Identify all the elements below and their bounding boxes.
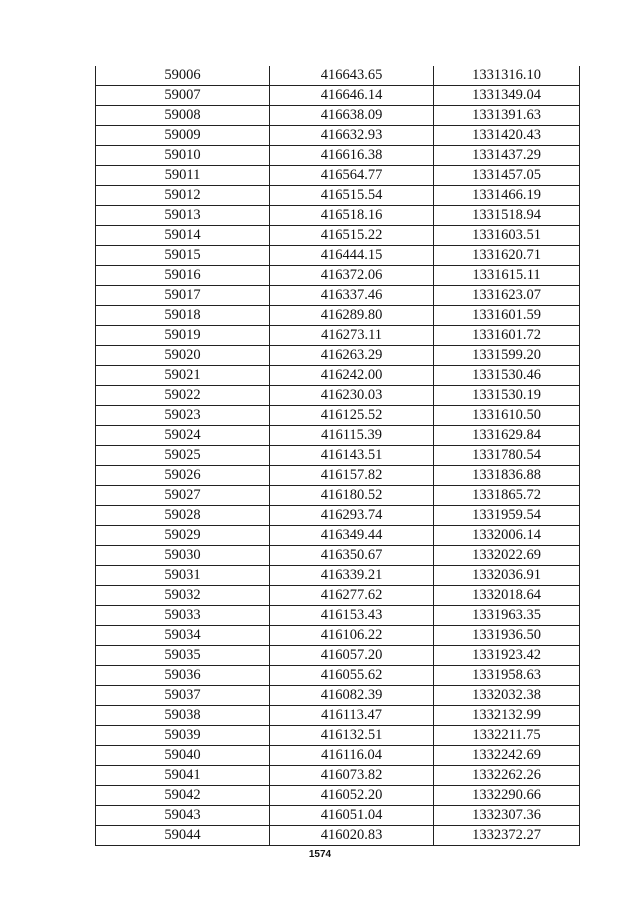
coordinate-y-cell: 1331530.19 bbox=[434, 386, 580, 406]
coordinate-y-cell: 1331629.84 bbox=[434, 426, 580, 446]
coordinate-y-cell: 1332032.38 bbox=[434, 686, 580, 706]
coordinate-x-cell: 416153.43 bbox=[270, 606, 434, 626]
coordinate-y-cell: 1331615.11 bbox=[434, 266, 580, 286]
table-row bbox=[96, 806, 580, 826]
coordinate-y-cell: 1332290.66 bbox=[434, 786, 580, 806]
coordinate-x-cell: 416273.11 bbox=[270, 326, 434, 346]
coordinate-x-cell: 416444.15 bbox=[270, 246, 434, 266]
coordinate-x-cell: 416113.47 bbox=[270, 706, 434, 726]
coordinate-x-cell: 416116.04 bbox=[270, 746, 434, 766]
coordinate-x-cell: 416277.62 bbox=[270, 586, 434, 606]
coordinate-y-cell: 1332372.27 bbox=[434, 826, 580, 846]
coordinate-y-cell: 1332307.36 bbox=[434, 806, 580, 826]
point-id-cell: 59031 bbox=[96, 566, 270, 586]
point-id-cell: 59022 bbox=[96, 386, 270, 406]
table-row bbox=[96, 266, 580, 286]
table-row bbox=[96, 706, 580, 726]
table-row bbox=[96, 546, 580, 566]
coordinate-x-cell: 416638.09 bbox=[270, 106, 434, 126]
table-row bbox=[96, 206, 580, 226]
coordinate-y-cell: 1331601.72 bbox=[434, 326, 580, 346]
point-id-cell: 59021 bbox=[96, 366, 270, 386]
coordinate-y-cell: 1331923.42 bbox=[434, 646, 580, 666]
coordinate-y-cell: 1332036.91 bbox=[434, 566, 580, 586]
point-id-cell: 59023 bbox=[96, 406, 270, 426]
coordinate-y-cell: 1331599.20 bbox=[434, 346, 580, 366]
coordinate-y-cell: 1331958.63 bbox=[434, 666, 580, 686]
point-id-cell: 59037 bbox=[96, 686, 270, 706]
table-row bbox=[96, 306, 580, 326]
point-id-cell: 59010 bbox=[96, 146, 270, 166]
coordinate-y-cell: 1331780.54 bbox=[434, 446, 580, 466]
table-row bbox=[96, 746, 580, 766]
point-id-cell: 59018 bbox=[96, 306, 270, 326]
coordinate-y-cell: 1331610.50 bbox=[434, 406, 580, 426]
point-id-cell: 59036 bbox=[96, 666, 270, 686]
coordinate-x-cell: 416242.00 bbox=[270, 366, 434, 386]
coordinate-table bbox=[95, 66, 580, 846]
coordinate-x-cell: 416143.51 bbox=[270, 446, 434, 466]
point-id-cell: 59024 bbox=[96, 426, 270, 446]
table-row bbox=[96, 406, 580, 426]
table-row bbox=[96, 186, 580, 206]
point-id-cell: 59026 bbox=[96, 466, 270, 486]
point-id-cell: 59007 bbox=[96, 86, 270, 106]
coordinate-x-cell: 416073.82 bbox=[270, 766, 434, 786]
coordinate-x-cell: 416643.65 bbox=[270, 66, 434, 86]
table-row bbox=[96, 326, 580, 346]
coordinate-x-cell: 416057.20 bbox=[270, 646, 434, 666]
point-id-cell: 59009 bbox=[96, 126, 270, 146]
coordinate-y-cell: 1331623.07 bbox=[434, 286, 580, 306]
table-row bbox=[96, 86, 580, 106]
coordinate-y-cell: 1332132.99 bbox=[434, 706, 580, 726]
table-row bbox=[96, 726, 580, 746]
table-row bbox=[96, 506, 580, 526]
coordinate-y-cell: 1331620.71 bbox=[434, 246, 580, 266]
table-row bbox=[96, 586, 580, 606]
coordinate-x-cell: 416106.22 bbox=[270, 626, 434, 646]
coordinate-x-cell: 416020.83 bbox=[270, 826, 434, 846]
point-id-cell: 59025 bbox=[96, 446, 270, 466]
coordinate-y-cell: 1332006.14 bbox=[434, 526, 580, 546]
table-row bbox=[96, 226, 580, 246]
point-id-cell: 59014 bbox=[96, 226, 270, 246]
coordinate-y-cell: 1332018.64 bbox=[434, 586, 580, 606]
table-row bbox=[96, 766, 580, 786]
coordinate-x-cell: 416339.21 bbox=[270, 566, 434, 586]
table-row bbox=[96, 566, 580, 586]
table-row bbox=[96, 66, 580, 86]
point-id-cell: 59013 bbox=[96, 206, 270, 226]
table-row bbox=[96, 646, 580, 666]
point-id-cell: 59017 bbox=[96, 286, 270, 306]
point-id-cell: 59030 bbox=[96, 546, 270, 566]
point-id-cell: 59038 bbox=[96, 706, 270, 726]
table-row bbox=[96, 606, 580, 626]
point-id-cell: 59008 bbox=[96, 106, 270, 126]
table-row bbox=[96, 106, 580, 126]
point-id-cell: 59035 bbox=[96, 646, 270, 666]
coordinate-x-cell: 416350.67 bbox=[270, 546, 434, 566]
coordinate-x-cell: 416515.54 bbox=[270, 186, 434, 206]
coordinate-table-container bbox=[95, 66, 579, 846]
coordinate-y-cell: 1331420.43 bbox=[434, 126, 580, 146]
coordinate-y-cell: 1331836.88 bbox=[434, 466, 580, 486]
point-id-cell: 59019 bbox=[96, 326, 270, 346]
coordinate-x-cell: 416115.39 bbox=[270, 426, 434, 446]
table-row bbox=[96, 366, 580, 386]
coordinate-x-cell: 416125.52 bbox=[270, 406, 434, 426]
coordinate-x-cell: 416372.06 bbox=[270, 266, 434, 286]
coordinate-y-cell: 1331936.50 bbox=[434, 626, 580, 646]
coordinate-x-cell: 416082.39 bbox=[270, 686, 434, 706]
coordinate-y-cell: 1332242.69 bbox=[434, 746, 580, 766]
coordinate-y-cell: 1331518.94 bbox=[434, 206, 580, 226]
coordinate-x-cell: 416515.22 bbox=[270, 226, 434, 246]
coordinate-y-cell: 1331466.19 bbox=[434, 186, 580, 206]
table-row bbox=[96, 166, 580, 186]
table-row bbox=[96, 246, 580, 266]
coordinate-y-cell: 1331603.51 bbox=[434, 226, 580, 246]
coordinate-y-cell: 1331316.10 bbox=[434, 66, 580, 86]
table-row bbox=[96, 386, 580, 406]
coordinate-x-cell: 416289.80 bbox=[270, 306, 434, 326]
point-id-cell: 59028 bbox=[96, 506, 270, 526]
point-id-cell: 59044 bbox=[96, 826, 270, 846]
point-id-cell: 59020 bbox=[96, 346, 270, 366]
coordinate-x-cell: 416646.14 bbox=[270, 86, 434, 106]
coordinate-x-cell: 416263.29 bbox=[270, 346, 434, 366]
point-id-cell: 59006 bbox=[96, 66, 270, 86]
coordinate-x-cell: 416337.46 bbox=[270, 286, 434, 306]
coordinate-x-cell: 416051.04 bbox=[270, 806, 434, 826]
table-row bbox=[96, 786, 580, 806]
point-id-cell: 59012 bbox=[96, 186, 270, 206]
coordinate-y-cell: 1331530.46 bbox=[434, 366, 580, 386]
coordinate-x-cell: 416632.93 bbox=[270, 126, 434, 146]
point-id-cell: 59040 bbox=[96, 746, 270, 766]
table-row bbox=[96, 486, 580, 506]
table-row bbox=[96, 426, 580, 446]
table-row bbox=[96, 826, 580, 846]
table-row bbox=[96, 626, 580, 646]
coordinate-y-cell: 1332262.26 bbox=[434, 766, 580, 786]
coordinate-x-cell: 416518.16 bbox=[270, 206, 434, 226]
point-id-cell: 59029 bbox=[96, 526, 270, 546]
point-id-cell: 59027 bbox=[96, 486, 270, 506]
table-row bbox=[96, 146, 580, 166]
coordinate-x-cell: 416055.62 bbox=[270, 666, 434, 686]
point-id-cell: 59041 bbox=[96, 766, 270, 786]
coordinate-x-cell: 416616.38 bbox=[270, 146, 434, 166]
point-id-cell: 59042 bbox=[96, 786, 270, 806]
coordinate-y-cell: 1331959.54 bbox=[434, 506, 580, 526]
table-row bbox=[96, 446, 580, 466]
coordinate-x-cell: 416132.51 bbox=[270, 726, 434, 746]
coordinate-y-cell: 1332211.75 bbox=[434, 726, 580, 746]
point-id-cell: 59033 bbox=[96, 606, 270, 626]
point-id-cell: 59032 bbox=[96, 586, 270, 606]
point-id-cell: 59015 bbox=[96, 246, 270, 266]
point-id-cell: 59011 bbox=[96, 166, 270, 186]
coordinate-y-cell: 1331391.63 bbox=[434, 106, 580, 126]
coordinate-y-cell: 1331457.05 bbox=[434, 166, 580, 186]
table-row bbox=[96, 126, 580, 146]
coordinate-y-cell: 1331963.35 bbox=[434, 606, 580, 626]
coordinate-y-cell: 1331601.59 bbox=[434, 306, 580, 326]
coordinate-x-cell: 416157.82 bbox=[270, 466, 434, 486]
coordinate-y-cell: 1331437.29 bbox=[434, 146, 580, 166]
point-id-cell: 59039 bbox=[96, 726, 270, 746]
coordinate-table-body bbox=[96, 66, 580, 846]
point-id-cell: 59016 bbox=[96, 266, 270, 286]
table-row bbox=[96, 466, 580, 486]
table-row bbox=[96, 346, 580, 366]
table-row bbox=[96, 526, 580, 546]
point-id-cell: 59043 bbox=[96, 806, 270, 826]
coordinate-y-cell: 1331349.04 bbox=[434, 86, 580, 106]
coordinate-x-cell: 416293.74 bbox=[270, 506, 434, 526]
coordinate-x-cell: 416564.77 bbox=[270, 166, 434, 186]
coordinate-y-cell: 1331865.72 bbox=[434, 486, 580, 506]
coordinate-x-cell: 416052.20 bbox=[270, 786, 434, 806]
point-id-cell: 59034 bbox=[96, 626, 270, 646]
page-number: 1574 bbox=[308, 849, 332, 860]
table-row bbox=[96, 286, 580, 306]
coordinate-x-cell: 416180.52 bbox=[270, 486, 434, 506]
table-row bbox=[96, 686, 580, 706]
table-row bbox=[96, 666, 580, 686]
coordinate-x-cell: 416349.44 bbox=[270, 526, 434, 546]
coordinate-y-cell: 1332022.69 bbox=[434, 546, 580, 566]
coordinate-x-cell: 416230.03 bbox=[270, 386, 434, 406]
